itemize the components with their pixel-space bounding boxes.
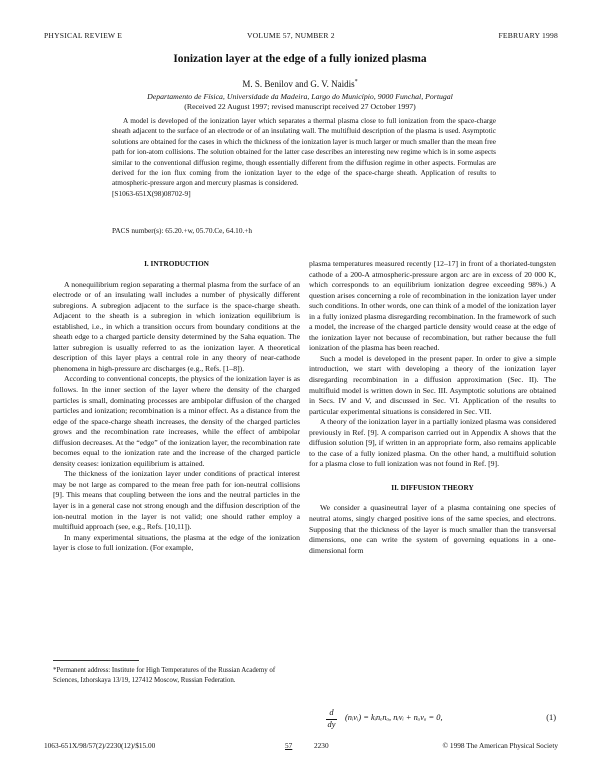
paragraph: We consider a quasineutral layer of a plasma containing one species of neutral atoms, singly charged positive ions of the same species, and electrons. Supposing that the thickness of the layer is much smaller than the transversal dimensions, one can write the system of governing equations in a one-dimensional form: [309, 503, 556, 555]
left-column: [53, 259, 300, 554]
paragraph: A nonequilibrium region separating a thermal plasma from the surface of an electrode or of an insulating wall includes a number of physically different subregions. A subregion adjacent to the surface is the space-charge sheath. Adjacent to the sheath is a subregion in which ionization equilibrium is established, i.e., in which a transition occurs from boundary conditions at the sheath edge to a charged particle density determined by the Saha equation. The latter subregion is usually referred to as the ionization layer. A theoretical description of this layer plays a central role in any theory of near-cathode phenomena in high-pressure arc discharges (e.g., Refs. [1–8]).: [53, 279, 300, 373]
paragraph: According to conventional concepts, the physics of the ionization layer is as follows. In the inner section of the layer where the density of the charged particles is small, dominating processes are ambipolar diffusion of the charged particles and ionization; recombination is a minor effect. As a distance from the edge of the space-charge sheath increases, the density of the charged particles grows and the recombination rate increases, while the effect of ambipolar diffusion decreases. At the “edge” of the ionization layer, the recombination rate becomes equal to the ionization rate and the increase of the charged particle density ceases: ionization equilibrium is attained.: [53, 374, 300, 468]
section-heading-introduction: I. INTRODUCTION: [144, 259, 209, 268]
received-dates: (Received 22 August 1997; revised manuscript received 27 October 1997): [184, 102, 416, 111]
paragraph: A theory of the ionization layer in a partially ionized plasma was considered previously in Ref. [9]. A comparison carried out in Appendix A shows that the diffusion solution [9], if written in an appropriate form, also remains applicable to the case of a fully ionized plasma. On the other hand, a multifluid solution for a plasma close to full ionization was not found in Ref. [9].: [309, 417, 556, 469]
abstract: [112, 116, 496, 199]
copyright: © 1998 The American Physical Society: [442, 741, 558, 750]
paragraph: plasma temperatures measured recently [12–17] in front of a thoriated-tungsten cathode of a 200-A atmospheric-pressure argon arc are in excess of 20 000 K, which corresponds to an equilibrium ionization degree exceeding 98%.) A question arises concerning a role of recombination in the ionization layer under such conditions. In other words, one can think of a model of the ionization layer in a fully ionized plasma disregarding recombination. In the framework of such a model, the increase of the charged particle density would cease at the edge of the ionization layer not because of recombination, but rather because the full ionization of the plasma has been reached.: [309, 259, 556, 353]
volume-reference: 57: [285, 741, 293, 750]
abstract-id: [S1063-651X(98)08702-9]: [112, 188, 191, 198]
page-number: 2230: [314, 741, 329, 750]
denominator: dy: [327, 720, 336, 729]
paragraph: Such a model is developed in the present paper. In order to give a simple introduction, we start with developing a theory of the ionization layer disregarding recombination in a diffusion approximation (Sec. II). The multifluid model is written down in Sec. III. Asymptotic solutions are obtained in Secs. IV and V, and discussed in Sec. VI. Application of the results to particular experimental situations is considered in Sec. VII.: [309, 353, 556, 416]
equation-number: (1): [546, 713, 556, 722]
equation-body: (nᵢvᵢ) = kᵢnₑnₐ, nᵢvᵢ + nₐvₐ = 0,: [345, 713, 443, 722]
numerator: d: [329, 708, 334, 717]
footnote: [53, 660, 300, 685]
footnote-rule: [53, 660, 139, 661]
right-column: [309, 259, 556, 556]
abstract-text: A model is developed of the ionization layer which separates a thermal plasma close to full ionization from the space-charge sheath adjacent to the surface of an electrode or of an insulating wall. The multifluid description of the plasma is used. Asymptotic solutions are obtained for the cases in which the thickness of the ionization layer is much larger or much smaller than the mean free path for ion-atom collisions. The solution obtained for the latter case describes an interesting new regime which is in some aspects similar to the conventional diffusion regime, though essentially different from the diffusion regime in other aspects. Formulas are derived for the ion flux coming from the ionization layer to the edge of the space-charge sheath. Application of results to atmospheric-pressure argon and mercury plasmas is considered.: [112, 116, 496, 188]
paragraph: The thickness of the ionization layer under conditions of practical interest may be not large as compared to the mean free path for ion-neutral collisions [9]. This means that coupling between the ions and the neutral particles in the layer is in a general case not strong enough and the diffusion description of the ion-neutral motion in the layer is not valid; one should rather employ a multifluid approach (see, e.g., Refs. [10,11]).: [53, 469, 300, 532]
equation-1: [309, 708, 556, 734]
issue-date: FEBRUARY 1998: [498, 31, 558, 40]
volume-number: VOLUME 57, NUMBER 2: [247, 31, 335, 40]
pacs-numbers: PACS number(s): 65.20.+w, 05.70.Ce, 64.10.+h: [112, 226, 253, 235]
article-code: 1063-651X/98/57(2)/2230(12)/$15.00: [44, 741, 156, 750]
author-footnote-mark: *: [354, 79, 358, 85]
authors: M. S. Benilov and G. V. Naidis: [242, 79, 355, 89]
journal-name: PHYSICAL REVIEW E: [44, 31, 123, 40]
author-line: [40, 79, 560, 89]
footnote-text: *Permanent address: Institute for High Temperatures of the Russian Academy of Sciences, Izhorskaya 13/19, 127412 Moscow, Russian Federation.: [53, 667, 276, 684]
paper-title: Ionization layer at the edge of a fully ionized plasma: [173, 53, 427, 65]
affiliation: Departamento de Física, Universidade da Madeira, Largo do Município, 9000 Funchal, Portugal: [147, 92, 453, 101]
section-heading-diffusion-theory: II. DIFFUSION THEORY: [391, 482, 474, 492]
derivative-fraction: [326, 708, 337, 730]
paragraph: In many experimental situations, the plasma at the edge of the ionization layer is close to full ionization. (For example,: [53, 532, 300, 553]
